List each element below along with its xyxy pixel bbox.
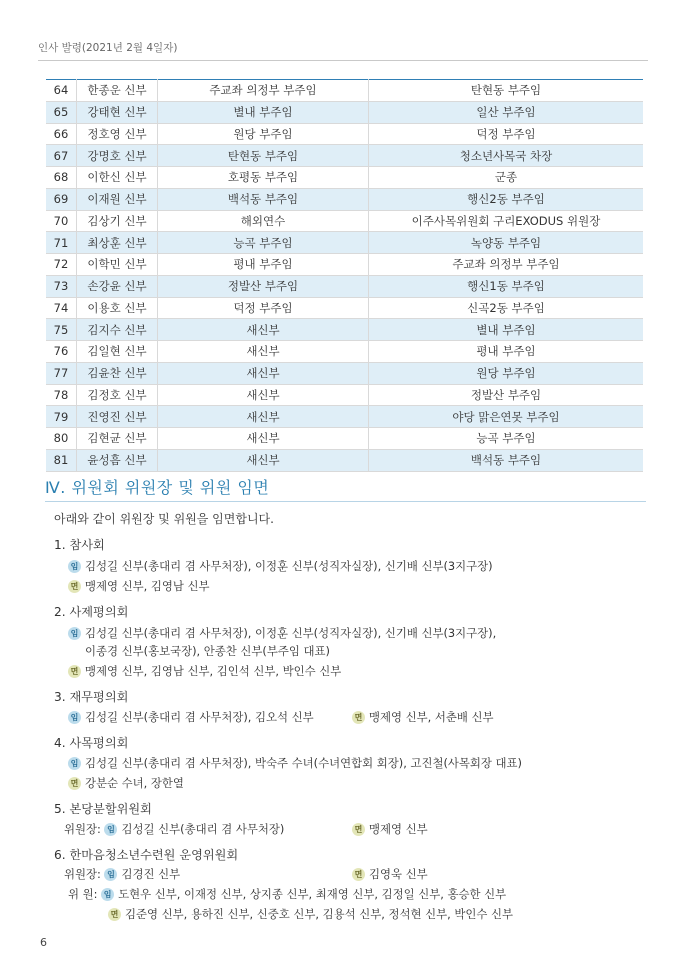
- chair-line: [64, 821, 284, 837]
- person-name: 이한신 신부: [77, 167, 158, 189]
- appointed-line: [68, 755, 522, 771]
- appoint-badge: 임: [68, 711, 81, 724]
- new-post: 별내 부주임: [369, 319, 644, 341]
- person-name: 김윤찬 신부: [77, 362, 158, 384]
- person-name: 김일현 신부: [77, 341, 158, 363]
- table-row: [46, 145, 643, 167]
- row-number: 70: [46, 210, 77, 232]
- person-name: 김상기 신부: [77, 210, 158, 232]
- dismissed-line: [68, 578, 210, 594]
- row-number: 67: [46, 145, 77, 167]
- member-line: [68, 886, 506, 902]
- appoint-badge: 임: [101, 888, 114, 901]
- committee-title: 2. 사제평의회: [54, 605, 129, 619]
- committee-title: 5. 본당분할위원회: [54, 802, 152, 816]
- previous-post: 주교좌 의정부 부주임: [158, 80, 369, 102]
- previous-post: 해외연수: [158, 210, 369, 232]
- dismissed-list: 맹제영 신부, 김영남 신부: [85, 579, 210, 593]
- new-post: 이주사목위원회 구리EXODUS 위원장: [369, 210, 644, 232]
- page-header: 인사 발령(2021년 2월 4일자): [38, 42, 178, 54]
- appointed-line-cont: 이종경 신부(홍보국장), 안종찬 신부(부주임 대표): [85, 644, 330, 658]
- appointed-line: [68, 625, 496, 641]
- row-number: 80: [46, 428, 77, 450]
- dismissed-members: 김준영 신부, 용하진 신부, 신중호 신부, 김용석 신부, 정석현 신부, 박인수 신부: [125, 907, 514, 921]
- person-name: 강태현 신부: [77, 101, 158, 123]
- dismissed-list: 맹제영 신부, 서춘배 신부: [369, 710, 494, 724]
- table-row: [46, 188, 643, 210]
- chair-label: 위원장:: [64, 822, 101, 836]
- new-post: 군종: [369, 167, 644, 189]
- committee-title: 3. 재무평의회: [54, 690, 129, 704]
- appoint-badge: 임: [104, 823, 117, 836]
- appointed-list: 김성길 신부(총대리 겸 사무처장), 이정훈 신부(성직자실장), 신기배 신부(3지구장),: [85, 626, 497, 640]
- previous-post: 새신부: [158, 384, 369, 406]
- row-number: 76: [46, 341, 77, 363]
- dismiss-badge: 면: [108, 908, 121, 921]
- new-post: 행신2동 부주임: [369, 188, 644, 210]
- member-label: 위 원:: [68, 887, 98, 901]
- new-post: 청소년사목국 차장: [369, 145, 644, 167]
- row-number: 79: [46, 406, 77, 428]
- committee-title: 4. 사목평의회: [54, 736, 129, 750]
- dismissed-line: [352, 821, 428, 837]
- previous-post: 백석동 부주임: [158, 188, 369, 210]
- new-post: 평내 부주임: [369, 341, 644, 363]
- table-row: [46, 384, 643, 406]
- dismissed-members-line: [108, 906, 513, 922]
- table-row: [46, 254, 643, 276]
- table-row: [46, 406, 643, 428]
- new-post: 능곡 부주임: [369, 428, 644, 450]
- row-number: 75: [46, 319, 77, 341]
- row-number: 81: [46, 449, 77, 471]
- appointed-line: [68, 709, 314, 725]
- person-name: 강명호 신부: [77, 145, 158, 167]
- previous-post: 새신부: [158, 406, 369, 428]
- dismissed-list: 맹제영 신부: [369, 822, 428, 836]
- dismissed-list: 강분순 수녀, 장한열: [85, 776, 184, 790]
- person-name: 윤성흠 신부: [77, 449, 158, 471]
- previous-post: 새신부: [158, 362, 369, 384]
- chair-label: 위원장:: [64, 867, 101, 881]
- dismissed-line: [352, 866, 428, 882]
- table-row: [46, 362, 643, 384]
- appoint-badge: 임: [104, 868, 117, 881]
- appoint-badge: 임: [68, 757, 81, 770]
- appoint-badge: 임: [68, 627, 81, 640]
- appointed-chair: 김경진 신부: [121, 867, 181, 881]
- table-row: [46, 101, 643, 123]
- dismiss-badge: 면: [352, 711, 365, 724]
- dismissed-chair: 김영욱 신부: [369, 867, 428, 881]
- new-post: 녹양동 부주임: [369, 232, 644, 254]
- section-intro: 아래와 같이 위원장 및 위원을 임면합니다.: [54, 512, 274, 526]
- page-number: 6: [40, 936, 47, 949]
- previous-post: 새신부: [158, 428, 369, 450]
- new-post: 백석동 부주임: [369, 449, 644, 471]
- previous-post: 원당 부주임: [158, 123, 369, 145]
- table-row: [46, 449, 643, 471]
- appoint-badge: 임: [68, 560, 81, 573]
- person-name: 손강윤 신부: [77, 275, 158, 297]
- row-number: 69: [46, 188, 77, 210]
- new-post: 신곡2동 부주임: [369, 297, 644, 319]
- person-name: 김지수 신부: [77, 319, 158, 341]
- person-name: 최상훈 신부: [77, 232, 158, 254]
- person-name: 진영진 신부: [77, 406, 158, 428]
- table-row: [46, 275, 643, 297]
- dismissed-line: [68, 663, 341, 679]
- previous-post: 별내 부주임: [158, 101, 369, 123]
- row-number: 68: [46, 167, 77, 189]
- person-name: 이학민 신부: [77, 254, 158, 276]
- table-row: [46, 428, 643, 450]
- table-row: [46, 341, 643, 363]
- committee-title: 6. 한마음청소년수련원 운영위원회: [54, 848, 239, 862]
- new-post: 야당 맑은연못 부주임: [369, 406, 644, 428]
- row-number: 72: [46, 254, 77, 276]
- person-name: 김정호 신부: [77, 384, 158, 406]
- previous-post: 덕정 부주임: [158, 297, 369, 319]
- header-divider: [38, 60, 648, 61]
- new-post: 탄현동 부주임: [369, 80, 644, 102]
- previous-post: 새신부: [158, 319, 369, 341]
- table-row: [46, 297, 643, 319]
- new-post: 원당 부주임: [369, 362, 644, 384]
- dismiss-badge: 면: [68, 665, 81, 678]
- row-number: 74: [46, 297, 77, 319]
- row-number: 66: [46, 123, 77, 145]
- dismissed-list: 맹제영 신부, 김영남 신부, 김인석 신부, 박인수 신부: [85, 664, 342, 678]
- row-number: 77: [46, 362, 77, 384]
- new-post: 일산 부주임: [369, 101, 644, 123]
- appointed-members: 도현우 신부, 이재정 신부, 상지종 신부, 최재영 신부, 김정일 신부, 홍승한 신부: [118, 887, 507, 901]
- appointed-list: 김성길 신부(총대리 겸 사무처장): [121, 822, 285, 836]
- dismiss-badge: 면: [68, 580, 81, 593]
- person-name: 정호영 신부: [77, 123, 158, 145]
- row-number: 64: [46, 80, 77, 102]
- previous-post: 정발산 부주임: [158, 275, 369, 297]
- appointment-table: [46, 79, 643, 472]
- table-row: [46, 232, 643, 254]
- dismiss-badge: 면: [352, 868, 365, 881]
- chair-line: [64, 866, 180, 882]
- new-post: 덕정 부주임: [369, 123, 644, 145]
- appointed-list: 김성길 신부(총대리 겸 사무처장), 박숙주 수녀(수녀연합회 회장), 고진철(사목회장 대표): [85, 756, 522, 770]
- committee-title: 1. 참사회: [54, 538, 105, 552]
- previous-post: 새신부: [158, 449, 369, 471]
- person-name: 이재원 신부: [77, 188, 158, 210]
- new-post: 정발산 부주임: [369, 384, 644, 406]
- person-name: 김현균 신부: [77, 428, 158, 450]
- previous-post: 호평동 부주임: [158, 167, 369, 189]
- new-post: 행신1동 부주임: [369, 275, 644, 297]
- appointed-list: 김성길 신부(총대리 겸 사무처장), 김오석 신부: [85, 710, 314, 724]
- dismissed-line: [352, 709, 494, 725]
- previous-post: 탄현동 부주임: [158, 145, 369, 167]
- dismiss-badge: 면: [352, 823, 365, 836]
- table-row: [46, 210, 643, 232]
- person-name: 이용호 신부: [77, 297, 158, 319]
- table-row: [46, 80, 643, 102]
- section-divider: [45, 501, 646, 502]
- previous-post: 평내 부주임: [158, 254, 369, 276]
- row-number: 71: [46, 232, 77, 254]
- section-title: Ⅳ. 위원회 위원장 및 위원 임면: [45, 478, 270, 497]
- appointed-list: 김성길 신부(총대리 겸 사무처장), 이정훈 신부(성직자실장), 신기배 신부(3지구장): [85, 559, 493, 573]
- previous-post: 능곡 부주임: [158, 232, 369, 254]
- table-row: [46, 123, 643, 145]
- row-number: 73: [46, 275, 77, 297]
- person-name: 한종운 신부: [77, 80, 158, 102]
- appointed-line: [68, 558, 493, 574]
- previous-post: 새신부: [158, 341, 369, 363]
- dismiss-badge: 면: [68, 777, 81, 790]
- new-post: 주교좌 의정부 부주임: [369, 254, 644, 276]
- dismissed-line: [68, 775, 184, 791]
- row-number: 78: [46, 384, 77, 406]
- table-row: [46, 167, 643, 189]
- row-number: 65: [46, 101, 77, 123]
- table-row: [46, 319, 643, 341]
